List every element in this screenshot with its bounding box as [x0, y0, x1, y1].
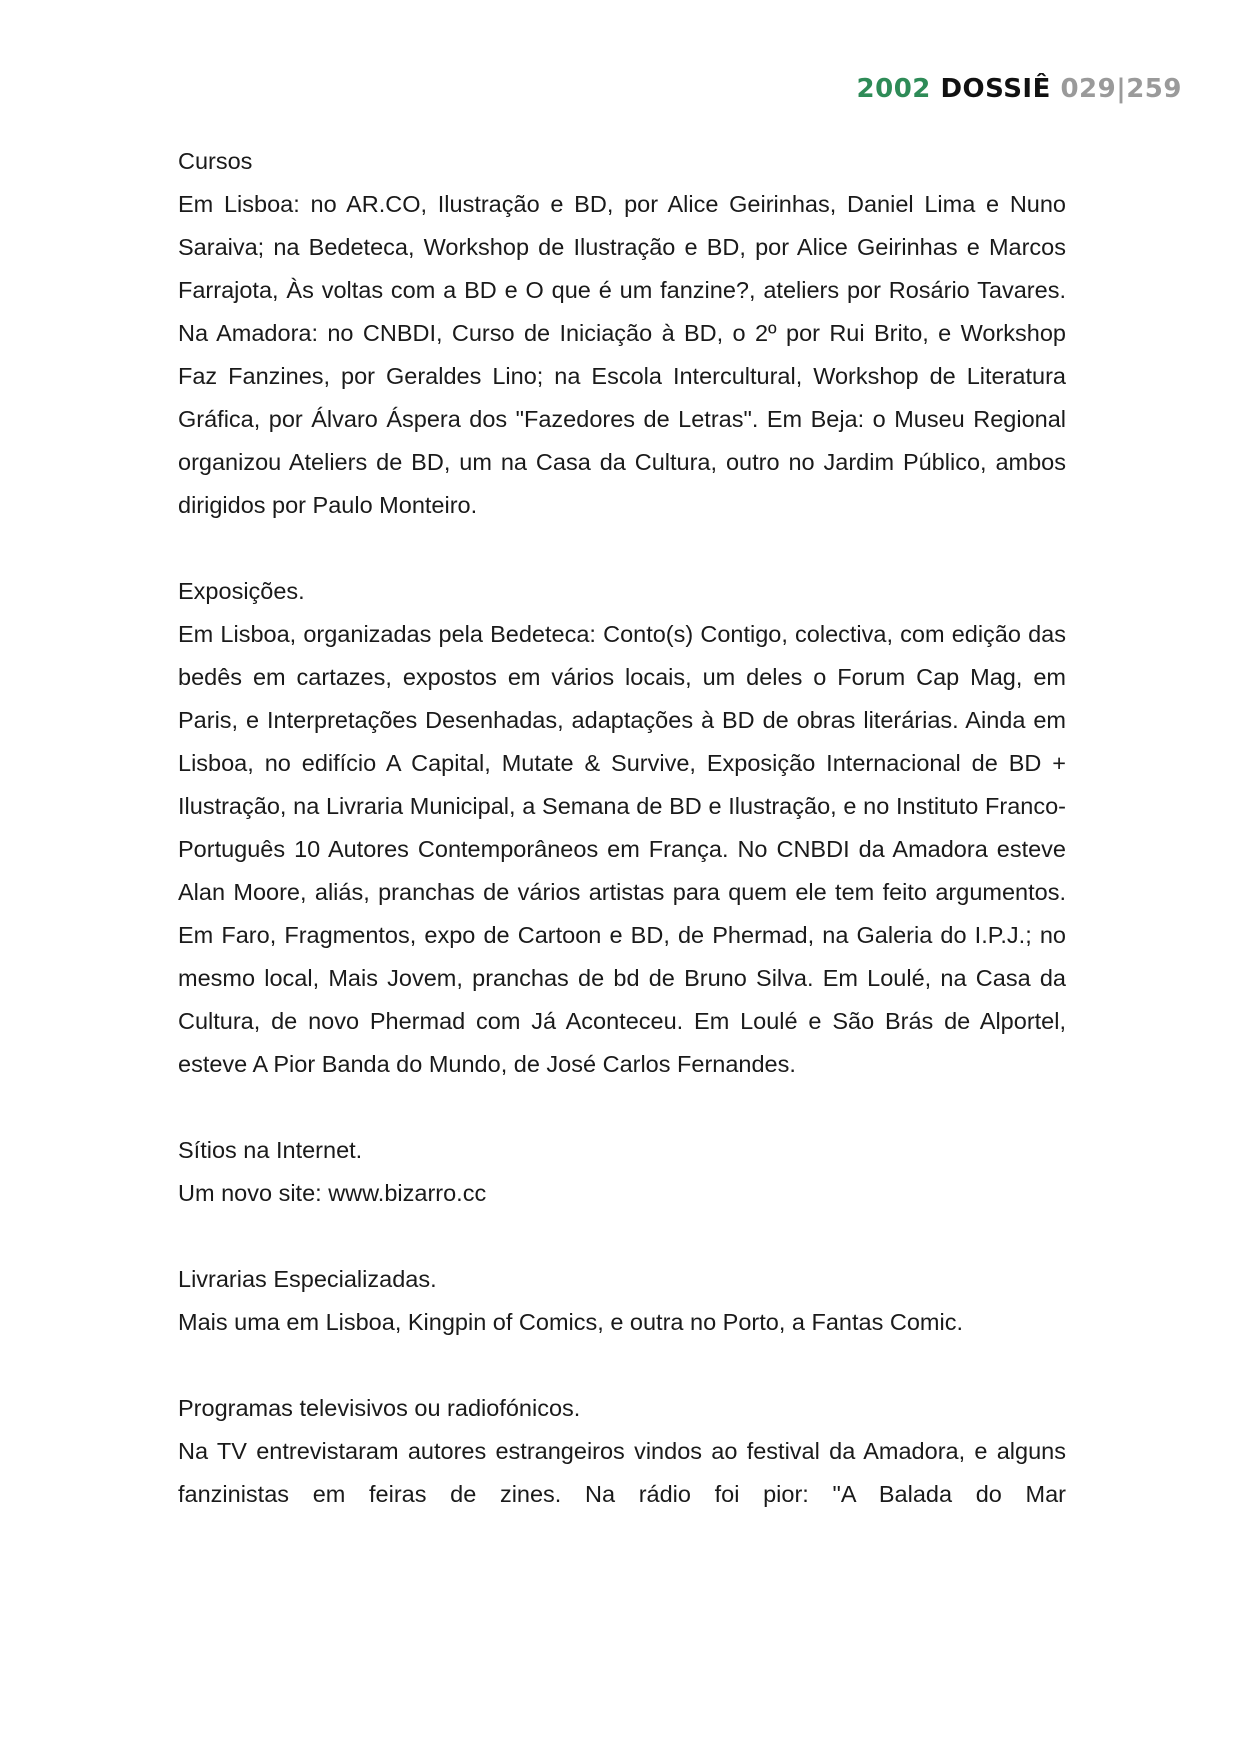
section-paragraph: Mais uma em Lisboa, Kingpin of Comics, e outra no Porto, a Fantas Comic. — [178, 1309, 963, 1335]
document-body — [178, 140, 1066, 1559]
section-programas — [178, 1387, 1066, 1516]
section-title: Cursos — [178, 148, 253, 174]
section-livrarias — [178, 1258, 1066, 1344]
page-header — [857, 74, 1182, 104]
section-exposicoes — [178, 570, 1066, 1086]
section-cursos — [178, 140, 1066, 527]
section-title: Livrarias Especializadas. — [178, 1266, 437, 1292]
total-pages: 259 — [1126, 74, 1182, 104]
section-title: Exposições. — [178, 578, 305, 604]
header-year: 2002 — [856, 74, 931, 104]
page-separator: | — [1116, 74, 1127, 104]
section-paragraph: Em Lisboa, organizadas pela Bedeteca: Conto(s) Contigo, colectiva, com edição das bedês em cartazes, expostos em vários locais, um deles o Forum Cap Mag, em Paris, e Interpretações Desenhadas, adaptações à BD de obras literárias. Ainda em Lisboa, no edifício A Capital, Mutate & Survive, Exposição Internacional de BD + Ilustração, na Livraria Municipal, a Semana de BD e Ilustração, e no Instituto Franco-Português 10 Autores Contemporâneos em França. No CNBDI da Amadora esteve Alan Moore, aliás, pranchas de vários artistas para quem ele tem feito argumentos. Em Faro, Fragmentos, expo de Cartoon e BD, de Phermad, na Galeria do I.P.J.; no mesmo local, Mais Jovem, pranchas de bd de Bruno Silva. Em Loulé, na Casa da Cultura, de novo Phermad com Já Aconteceu. Em Loulé e São Brás de Alportel, esteve A Pior Banda do Mundo, de José Carlos Fernandes. — [178, 621, 1066, 1077]
section-title: Sítios na Internet. — [178, 1137, 363, 1163]
header-title: DOSSIÊ — [940, 74, 1051, 104]
header-page-number — [1060, 74, 1182, 104]
section-paragraph: Em Lisboa: no AR.CO, Ilustração e BD, por Alice Geirinhas, Daniel Lima e Nuno Saraiva; na Bedeteca, Workshop de Ilustração e BD, por Alice Geirinhas e Marcos Farrajota, Às voltas com a BD e O que é um fanzine?, ateliers por Rosário Tavares. Na Amadora: no CNBDI, Curso de Iniciação à BD, o 2º por Rui Brito, e Workshop Faz Fanzines, por Geraldes Lino; na Escola Intercultural, Workshop de Literatura Gráfica, por Álvaro Áspera dos "Fazedores de Letras". Em Beja: o Museu Regional organizou Ateliers de BD, um na Casa da Cultura, outro no Jardim Público, ambos dirigidos por Paulo Monteiro. — [178, 191, 1066, 518]
section-paragraph: Na TV entrevistaram autores estrangeiros vindos ao festival da Amadora, e alguns fanzinistas em feiras de zines. Na rádio foi pior: "A Balada do Mar — [178, 1438, 1066, 1507]
section-paragraph: Um novo site: www.bizarro.cc — [178, 1180, 487, 1206]
section-title: Programas televisivos ou radiofónicos. — [178, 1395, 581, 1421]
section-sitios-internet — [178, 1129, 1066, 1215]
current-page: 029 — [1060, 74, 1117, 104]
